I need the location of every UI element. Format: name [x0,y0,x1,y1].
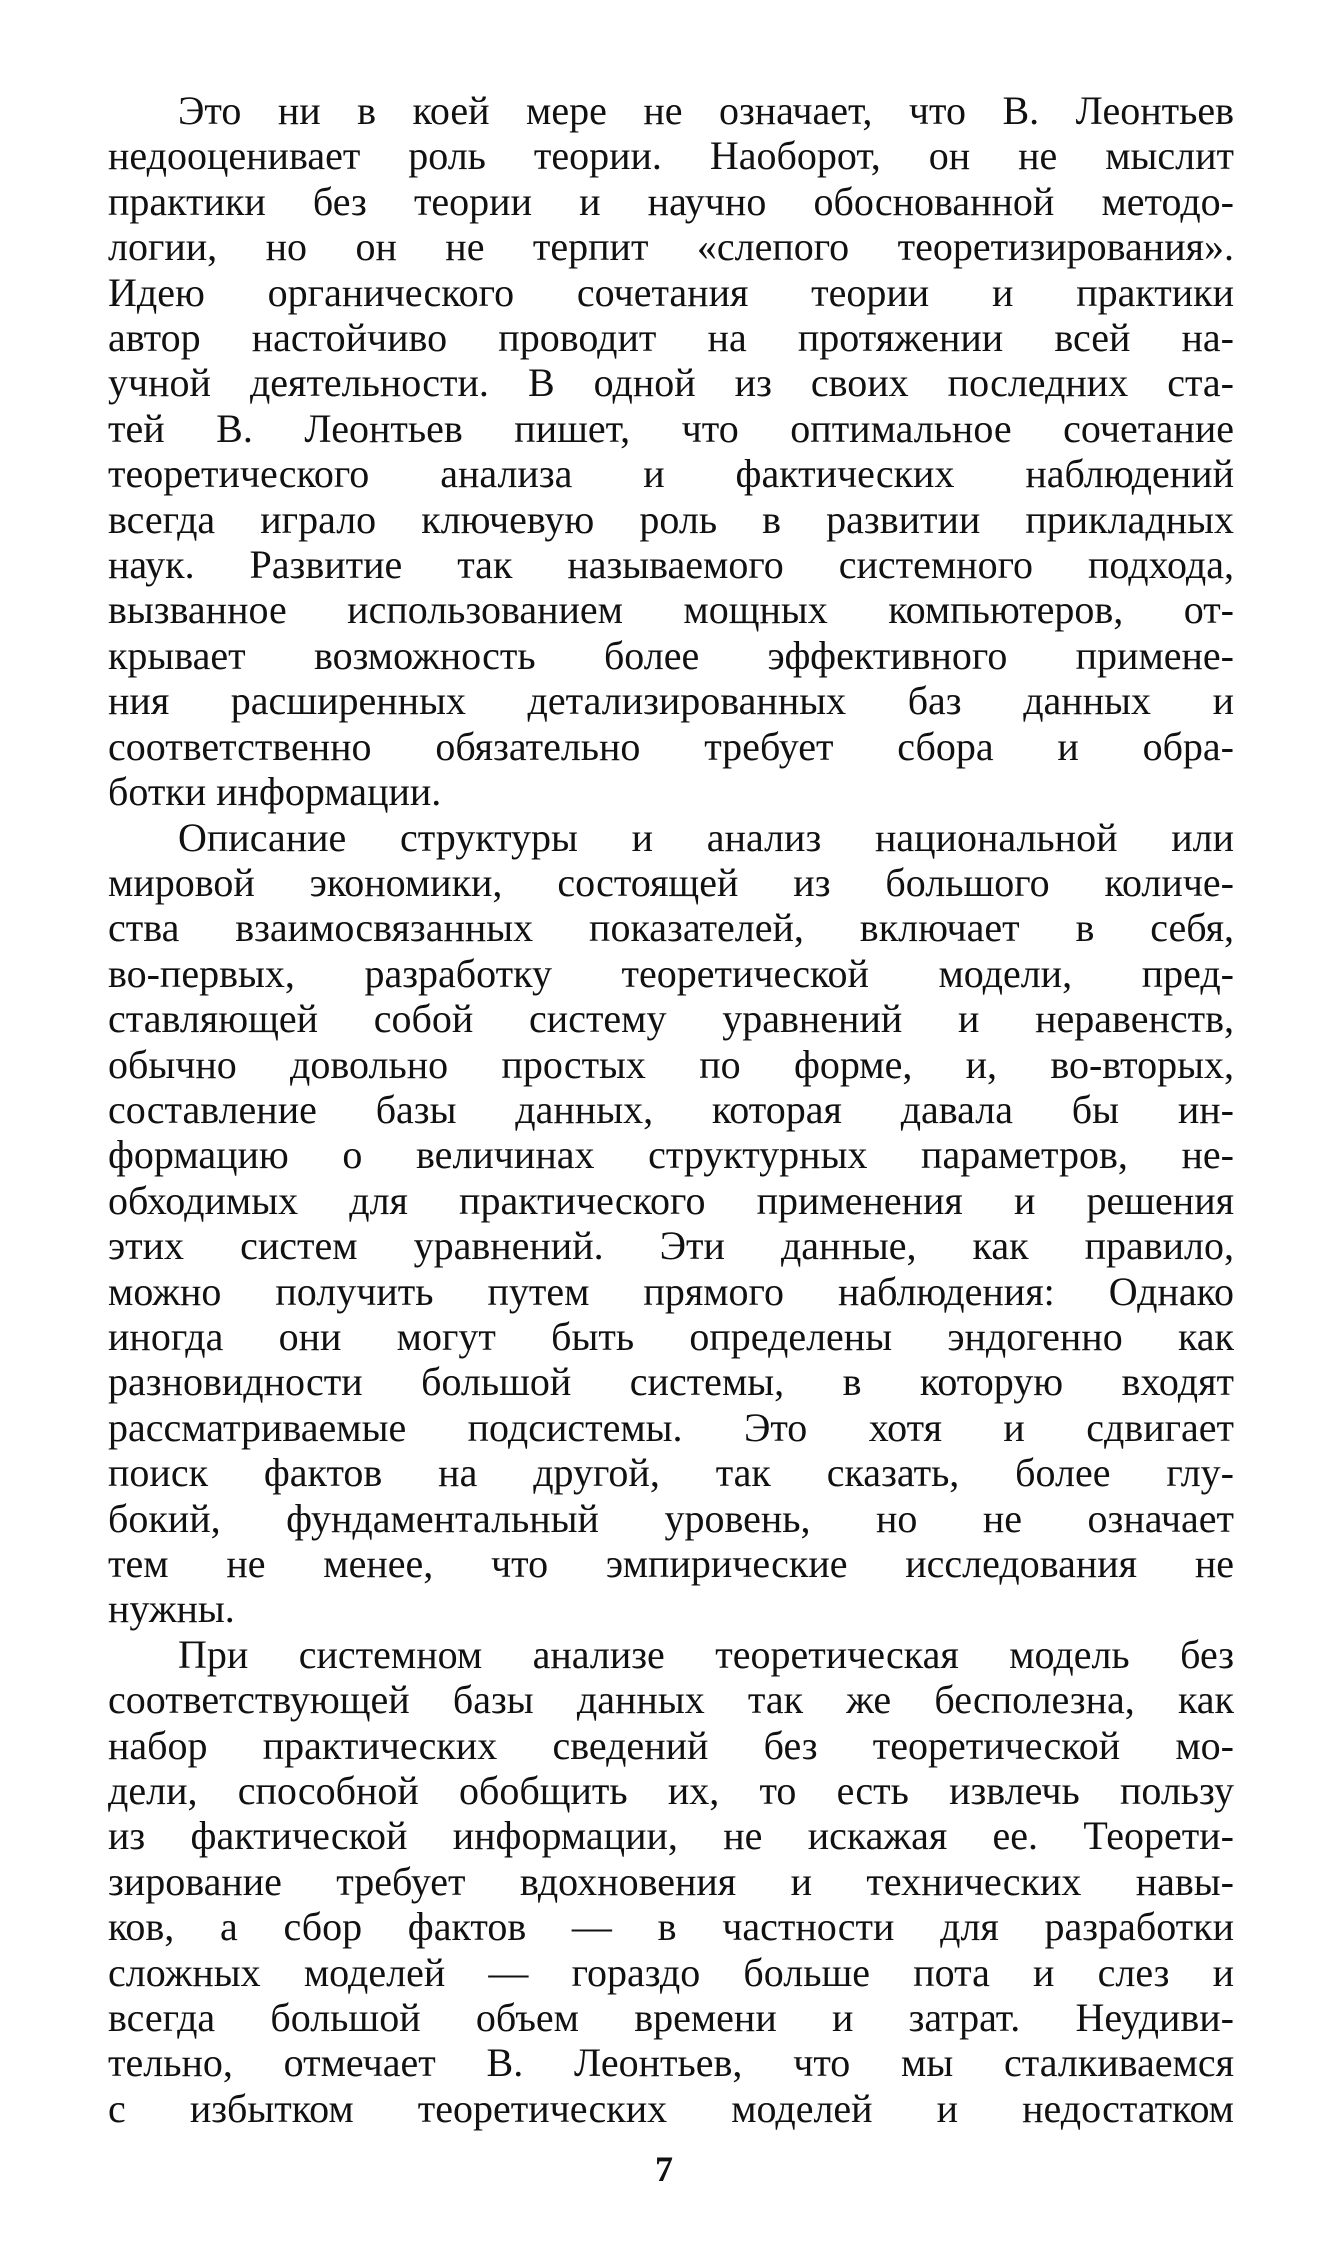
text-line: всегда большой объем времени и затрат. Неудиви- [108,1995,1234,2041]
text-line: можно получить путем прямого наблюдения: Однако [108,1268,1234,1314]
text-line: иногда они могут быть определены эндогенно как [108,1313,1234,1359]
text-line: формацию о величинах структурных параметров, не- [108,1132,1234,1178]
text-line: логии, но он не терпит «слепого теоретизирования». [108,224,1234,270]
text-line: ства взаимосвязанных показателей, включает в себя, [108,905,1234,951]
text-line: разновидности большой системы, в которую входят [108,1359,1234,1405]
text-line: мировой экономики, состоящей из большого количе- [108,859,1234,905]
text-line: крывает возможность более эффективного примене- [108,632,1234,678]
text-line: наук. Развитие так называемого системного подхода, [108,542,1234,588]
text-line: Идею органического сочетания теории и практики [108,269,1234,315]
paragraph-1 [108,88,1234,815]
text-line: ков, а сбор фактов — в частности для разработки [108,1904,1234,1950]
text-line: с избытком теоретических моделей и недостатком [108,2085,1234,2131]
text-line: зирование требует вдохновения и технических навы- [108,1858,1234,1904]
text-line: из фактической информации, не искажая ее. Теорети- [108,1813,1234,1859]
text-line: набор практических сведений без теоретической мо- [108,1722,1234,1768]
body-text [108,88,1234,2131]
text-line: обычно довольно простых по форме, и, во-вторых, [108,1041,1234,1087]
text-line: соответствующей базы данных так же бесполезна, как [108,1677,1234,1723]
text-line: ботки информации. [108,769,442,815]
text-line: ставляющей собой систему уравнений и неравенств, [108,996,1234,1042]
paragraph-2 [108,815,1234,1632]
text-line: составление базы данных, которая давала бы ин- [108,1086,1234,1132]
text-line: поиск фактов на другой, так сказать, более глу- [108,1450,1234,1496]
text-line: тем не менее, что эмпирические исследования не [108,1541,1234,1586]
text-line: этих систем уравнений. Эти данные, как правило, [108,1223,1234,1269]
text-line: теоретического анализа и фактических наблюдений [108,451,1234,497]
text-line: практики без теории и научно обоснованной методо- [108,178,1234,224]
text-line: нужны. [108,1586,235,1632]
text-line: бокий, фундаментальный уровень, но не означает [108,1495,1234,1541]
text-line: учной деятельности. В одной из своих последних ста- [108,360,1234,406]
text-line: вызванное использованием мощных компьютеров, от- [108,587,1234,633]
paragraph-3 [108,1632,1234,2131]
page-number: 7 [655,2149,673,2189]
text-line: недооценивает роль теории. Наоборот, он не мыслит [108,133,1234,179]
text-line: При системном анализе теоретическая модель без [178,1631,1234,1677]
text-line: дели, способной обобщить их, то есть извлечь пользу [108,1768,1234,1814]
text-line: тей В. Леонтьев пишет, что оптимальное сочетание [108,405,1234,451]
text-line: Описание структуры и анализ национальной или [178,814,1234,860]
text-line: тельно, отмечает В. Леонтьев, что мы сталкиваемся [108,2040,1234,2086]
text-line: во-первых, разработку теоретической модели, пред- [108,950,1234,996]
text-line: автор настойчиво проводит на протяжении всей на- [108,315,1234,361]
text-line: всегда играло ключевую роль в развитии прикладных [108,496,1234,542]
text-line: обходимых для практического применения и решения [108,1177,1234,1223]
text-line: ния расширенных детализированных баз данных и [108,678,1234,724]
text-line: Это ни в коей мере не означает, что В. Леонтьев [178,88,1234,133]
text-line: рассматриваемые подсистемы. Это хотя и сдвигает [108,1404,1234,1450]
text-line: соответственно обязательно требует сбора и обра- [108,723,1234,769]
text-line: сложных моделей — гораздо больше пота и слез и [108,1949,1234,1995]
